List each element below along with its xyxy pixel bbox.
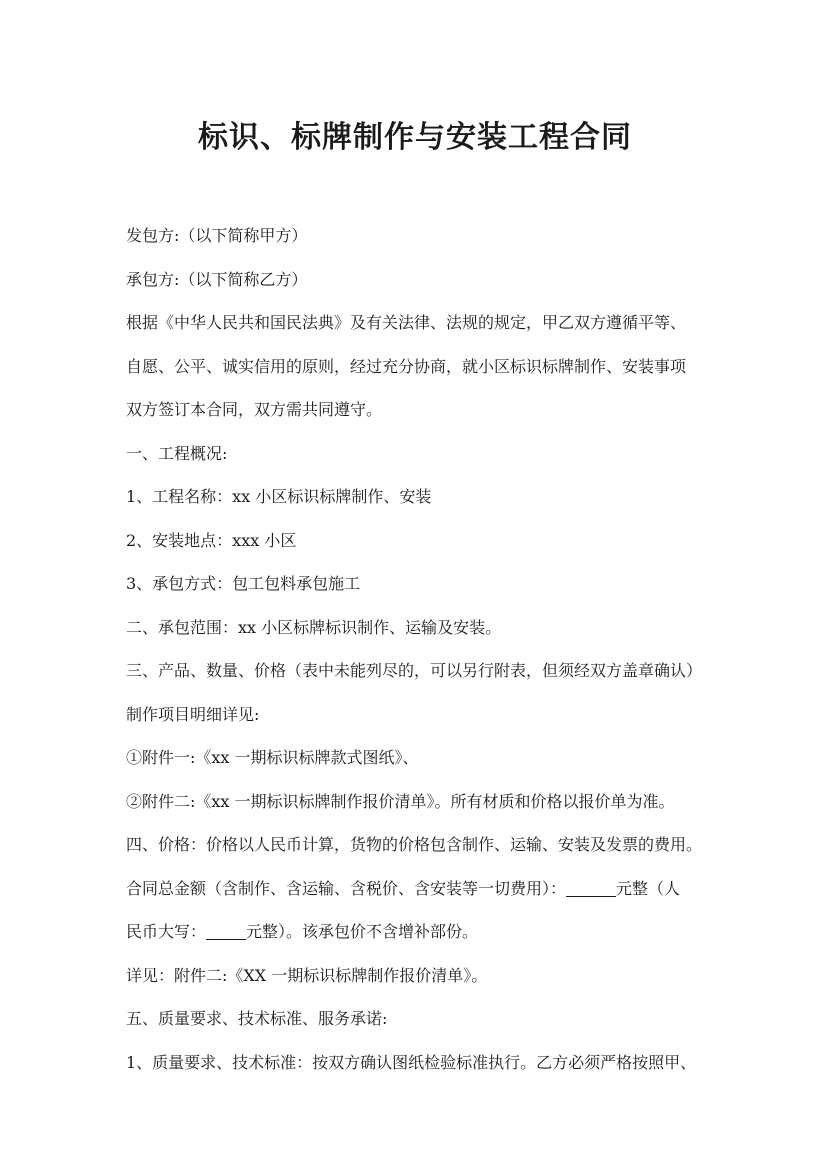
document-title: 标识、标牌制作与安装工程合同 — [198, 120, 632, 155]
section-heading-5: 五、质量要求、技术标准、服务承诺: — [126, 1009, 388, 1028]
section-heading-2: 二、承包范围：xx 小区标牌标识制作、运输及安装。 — [126, 617, 502, 637]
amount-words-label: 民币大写： — [126, 922, 207, 941]
section-5-item: 1、质量要求、技术标准：按双方确认图纸检验标准执行。乙方必须严格按照甲、 — [126, 1052, 697, 1072]
amount-words-suffix: 元整）。该承包价不含增补部份。 — [246, 922, 479, 941]
section-3-line: 制作项目明细详见: — [126, 704, 260, 724]
paragraph-preamble-line: 根据《中华人民共和国民法典》及有关法律、法规的规定，甲乙双方遵循平等、 — [126, 313, 687, 332]
amount-blank — [566, 878, 616, 897]
section-1-item: 1、工程名称：xx 小区标识标牌制作、安装 — [126, 487, 432, 506]
paragraph-contractor: 承包方:（以下简称乙方） — [126, 269, 308, 289]
section-heading-4: 四、价格：价格以人民币计算，货物的价格包含制作、运输、安装及发票的费用。 — [126, 835, 703, 854]
paragraph-preamble-line: 自愿、公平、诚实信用的原则，经过充分协商，就小区标识标牌制作、安装事项 — [126, 356, 687, 376]
section-1-item: 3、承包方式：包工包料承包施工 — [126, 574, 361, 593]
document-body — [126, 214, 716, 1084]
paragraph-employer: 发包方:（以下简称甲方） — [126, 226, 308, 245]
section-heading-1: 一、工程概况: — [126, 443, 228, 463]
paragraph-preamble-line: 双方签订本合同，双方需共同遵守。 — [126, 400, 383, 419]
total-amount-label: 合同总金额（含制作、含运输、含税价、含安装等一切费用）： — [126, 878, 567, 898]
section-1-item: 2、安装地点：xxx 小区 — [126, 530, 297, 550]
amount-in-words-line — [126, 910, 716, 954]
section-heading-3: 三、产品、数量、价格（表中未能列尽的，可以另行附表，但须经双方盖章确认） — [126, 661, 703, 680]
attachment-2: ②附件二:《xx 一期标识标牌制作报价清单》。所有材质和价格以报价单为准。 — [126, 791, 675, 811]
details-reference: 详见：附件二:《XX 一期标识标牌制作报价清单》。 — [126, 965, 488, 985]
total-amount-suffix: 元整（人 — [616, 878, 681, 898]
total-amount-line — [126, 867, 716, 911]
attachment-1: ①附件一:《xx 一期标识标牌款式图纸》、 — [126, 748, 419, 767]
amount-words-blank — [206, 921, 246, 940]
